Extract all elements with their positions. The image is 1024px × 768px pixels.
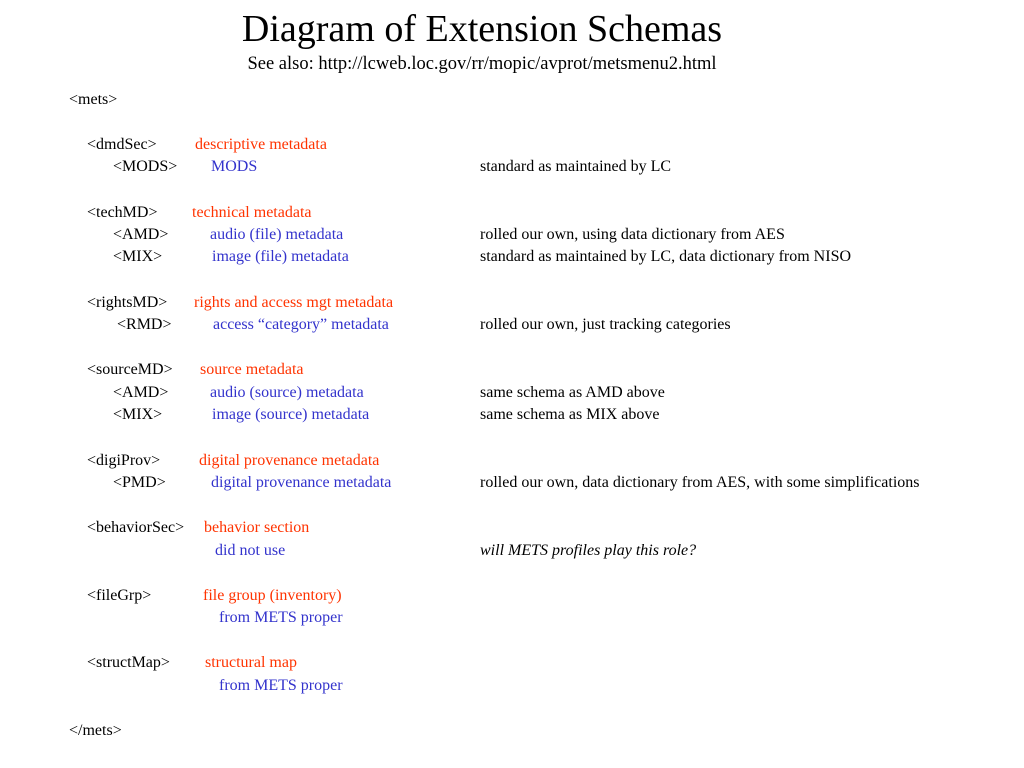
schema-note-rmd: rolled our own, just tracking categories	[480, 316, 731, 333]
mets-open-tag: <mets>	[69, 91, 118, 108]
schema-tag-rmd: <RMD>	[117, 316, 172, 333]
section-tag-rightsmd: <rightsMD>	[87, 294, 168, 311]
schema-label-mix-file: image (file) metadata	[212, 248, 349, 265]
schema-note-amd-file: rolled our own, using data dictionary from AES	[480, 226, 785, 243]
schema-label-filegrp: from METS proper	[219, 609, 343, 626]
schema-tag-mix-file: <MIX>	[113, 248, 163, 265]
schema-note-mods: standard as maintained by LC	[480, 158, 672, 175]
section-label-structmap: structural map	[205, 654, 297, 671]
schema-note-mix-source: same schema as MIX above	[480, 406, 660, 423]
page-subtitle: See also: http://lcweb.loc.gov/rr/mopic/avprot/metsmenu2.html	[247, 54, 717, 74]
section-label-rightsmd: rights and access mgt metadata	[194, 294, 394, 311]
schema-tag-mix-source: <MIX>	[113, 406, 163, 423]
section-tag-techmd: <techMD>	[87, 204, 158, 221]
mets-close-tag: </mets>	[69, 722, 122, 739]
schema-label-structmap: from METS proper	[219, 677, 343, 694]
section-tag-structmap: <structMap>	[87, 654, 170, 671]
section-label-digiprov: digital provenance metadata	[199, 452, 380, 469]
section-tag-behaviorsec: <behaviorSec>	[87, 519, 185, 536]
section-label-filegrp: file group (inventory)	[203, 587, 342, 604]
schema-label-mix-source: image (source) metadata	[212, 406, 370, 423]
schema-tag-mods: <MODS>	[113, 158, 178, 175]
schema-note-amd-source: same schema as AMD above	[480, 384, 665, 401]
section-label-techmd: technical metadata	[192, 204, 312, 221]
section-tag-filegrp: <fileGrp>	[87, 587, 152, 604]
schema-label-pmd: digital provenance metadata	[211, 474, 392, 491]
schema-note-pmd: rolled our own, data dictionary from AES, with some simplifications	[480, 474, 920, 491]
section-tag-dmdsec: <dmdSec>	[87, 136, 157, 153]
schema-label-behavior: did not use	[215, 542, 286, 559]
schema-label-amd-file: audio (file) metadata	[210, 226, 344, 243]
schema-tag-amd-source: <AMD>	[113, 384, 169, 401]
section-label-behaviorsec: behavior section	[204, 519, 310, 536]
schema-tag-pmd: <PMD>	[113, 474, 166, 491]
schema-note-behavior: will METS profiles play this role?	[480, 542, 697, 559]
schema-label-mods: MODS	[211, 158, 258, 175]
page-title: Diagram of Extension Schemas	[241, 8, 723, 50]
section-tag-sourcemd: <sourceMD>	[87, 361, 173, 378]
schema-tag-amd-file: <AMD>	[113, 226, 169, 243]
schema-label-rmd: access “category” metadata	[213, 316, 389, 333]
schema-label-amd-source: audio (source) metadata	[210, 384, 364, 401]
section-label-dmdsec: descriptive metadata	[195, 136, 327, 153]
schema-note-mix-file: standard as maintained by LC, data dictionary from NISO	[480, 248, 852, 265]
section-label-sourcemd: source metadata	[200, 361, 304, 378]
section-tag-digiprov: <digiProv>	[87, 452, 161, 469]
